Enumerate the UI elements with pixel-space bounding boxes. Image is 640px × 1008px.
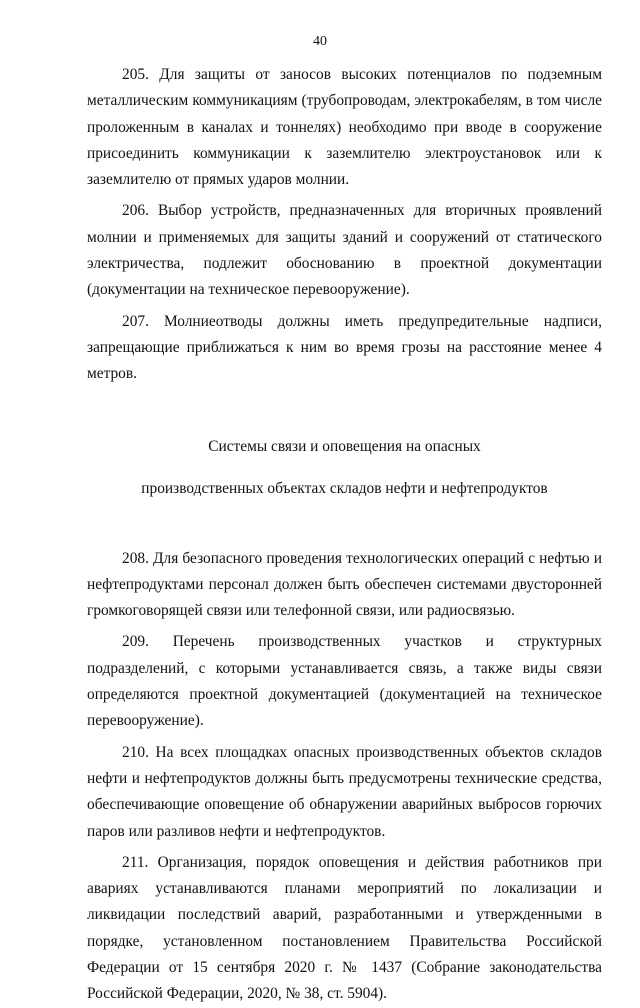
- paragraph-210: 210. На всех площадках опасных производственных объектов складов нефти и нефтепродуктов должны быть предусмотрены технические средства, обеспечивающие оповещение об обнаружении аварийных выбросов горючих паров или разливов нефти и нефтепродуктов.: [87, 743, 602, 840]
- section-heading-line-2: производственных объектах складов нефти и нефтепродуктов: [141, 479, 548, 497]
- paragraph-211: 211. Организация, порядок оповещения и действия работников при авариях устанавливаются планами мероприятий по локализации и ликвидации последствий аварий, разработанными и утвержденными в порядке, установленном постановлением Правительства Российской Федерации от 15 сентября 2020 г. № 1437 (Собрание законодательства Российской Федерации, 2020, № 38, ст. 5904).: [87, 853, 602, 1003]
- page-number: 40: [313, 34, 327, 49]
- document-body: [87, 62, 602, 1008]
- paragraph-206: 206. Выбор устройств, предназначенных для вторичных проявлений молнии и применяемых для защиты зданий и сооружений от статического электричества, подлежит обоснованию в проектной документации (документации на техническое перевооружение).: [87, 202, 602, 299]
- paragraph-205: 205. Для защиты от заносов высоких потенциалов по подземным металлическим коммуникациям (трубопроводам, электрокабелям, в том числе проложенным в каналах и тоннелях) необходимо при вводе в сооружение присоединить коммуникации к заземлителю электроустановок или к заземлителю от прямых ударов молнии.: [87, 66, 602, 189]
- paragraph-208: 208. Для безопасного проведения технологических операций с нефтью и нефтепродуктами персонал должен быть обеспечен системами двусторонней громкоговорящей связи или телефонной связи, или радиосвязью.: [87, 549, 602, 620]
- paragraph-209: 209. Перечень производственных участков и структурных подразделений, с которыми устанавливается связь, а также виды связи определяются проектной документацией (документацией на техническое перевооружение).: [87, 633, 602, 730]
- section-heading-line-1: Системы связи и оповещения на опасных: [208, 437, 481, 455]
- section-heading: [87, 415, 602, 520]
- paragraph-207: 207. Молниеотводы должны иметь предупредительные надписи, запрещающие приближаться к ним во время грозы на расстояние менее 4 метров.: [87, 312, 602, 383]
